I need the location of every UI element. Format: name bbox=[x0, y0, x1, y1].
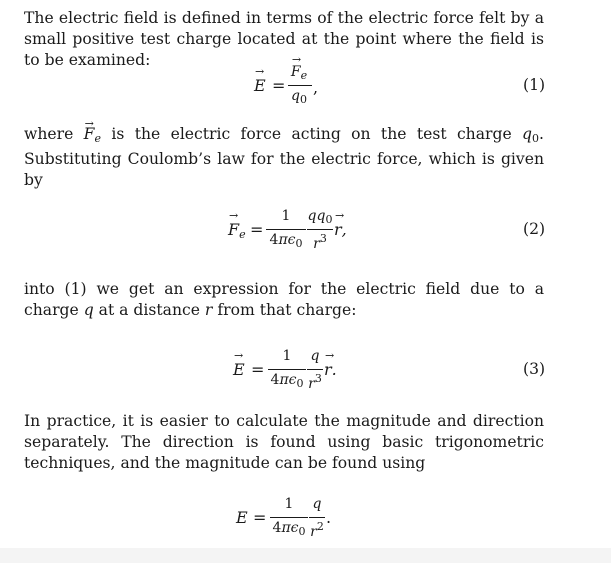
bottom-strip bbox=[0, 548, 611, 563]
eq2-frac1-den: $4\pi\epsilon_0$ bbox=[269, 232, 303, 250]
eq4-frac1-bar bbox=[270, 517, 308, 518]
eq3-frac2-bar bbox=[307, 369, 323, 370]
equation-3 bbox=[0, 346, 611, 406]
eq3-frac2-num: q bbox=[310, 348, 320, 364]
eq4-frac2-den: $r^2$ bbox=[310, 520, 324, 540]
eq1-lhs: → E bbox=[254, 76, 266, 95]
eq4-lhs: E bbox=[236, 508, 248, 527]
eq3-frac1-bar bbox=[268, 369, 306, 370]
equation-2 bbox=[0, 206, 611, 266]
eq1-equals: = bbox=[272, 76, 286, 95]
eq2-lhs: → $F_e$ bbox=[228, 220, 246, 241]
eq2-frac2-num: $qq_0$ bbox=[307, 208, 333, 226]
eq3-rvec: → r. bbox=[324, 360, 337, 379]
equation-number-3: (3) bbox=[523, 360, 546, 378]
paragraph-3: into (1) we get an expression for the electric field due to a charge q at a distance r from that charge: bbox=[24, 280, 544, 319]
eq3-frac1-den: $4\pi\epsilon_0$ bbox=[270, 372, 304, 390]
eq3-equals: = bbox=[251, 360, 265, 379]
eq4-equals: = bbox=[253, 508, 267, 527]
eq2-frac2-den: $r^3$ bbox=[313, 232, 327, 252]
eq3-lhs: → E bbox=[233, 360, 245, 379]
eq4-frac1-num: 1 bbox=[284, 496, 294, 512]
eq2-rvec: → r, bbox=[334, 220, 347, 239]
eq2-equals: = bbox=[250, 220, 264, 239]
paragraph-4: In practice, it is easier to calculate the magnitude and direction separately. The direction is found using basic trigonometric techniques, and the magnitude can be found using bbox=[24, 412, 544, 472]
eq3-frac1-num: 1 bbox=[282, 348, 292, 364]
equation-4 bbox=[0, 494, 611, 554]
eq4-frac1-den: $4\pi\epsilon_0$ bbox=[272, 520, 306, 538]
eq3-frac2-den: $r^3$ bbox=[308, 372, 322, 392]
eq4-frac2-num: q bbox=[312, 496, 322, 512]
eq1-denominator: $q_0$ bbox=[291, 88, 307, 106]
equation-number-1: (1) bbox=[523, 76, 546, 94]
eq1-numerator: → $F_e$ bbox=[286, 64, 312, 82]
paragraph-2: where → $F_e$ is the electric force acting on the test charge $q_0$. Substituting Coulomb’s law for the electric force, which is given by bbox=[24, 124, 544, 191]
eq1-fraction-bar bbox=[288, 85, 312, 86]
equation-number-2: (2) bbox=[523, 220, 546, 238]
eq2-frac2-bar bbox=[307, 229, 333, 230]
eq4-frac2-bar bbox=[309, 517, 325, 518]
paragraph-1: The electric field is defined in terms of the electric force felt by a small positive test charge located at the point where the field is to be examined: bbox=[24, 9, 544, 69]
eq1-comma: , bbox=[313, 78, 319, 97]
eq2-frac1-num: 1 bbox=[281, 208, 291, 224]
eq4-period: . bbox=[326, 508, 332, 527]
eq2-frac1-bar bbox=[266, 229, 306, 230]
